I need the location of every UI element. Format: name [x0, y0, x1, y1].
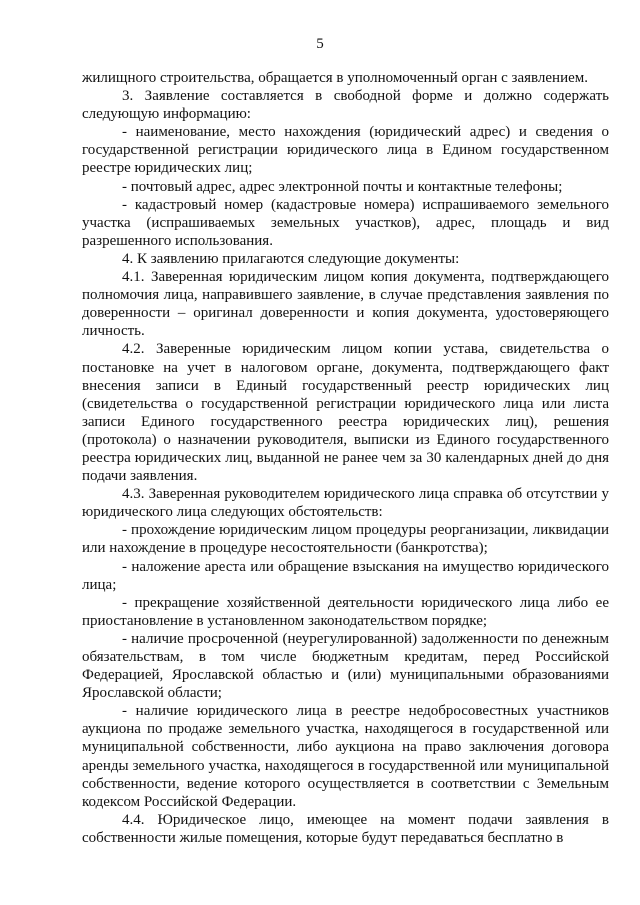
paragraph-item-4-4: 4.4. Юридическое лицо, имеющее на момент подачи заявления в собственности жилые помещения, которые будут передаваться бесплатно в: [82, 811, 609, 846]
paragraph-item-4-3: 4.3. Заверенная руководителем юридического лица справка об отсутствии у юридического лица следующих обстоятельств:: [82, 486, 609, 521]
bullet-unscrupulous-registry: - наличие юридического лица в реестре недобросовестных участников аукциона по продаже земельного участка, находящегося в государственной или муниципальной собственности, либо аукциона на право заключения договора аренды земельного участка, находящегося в государственной или муниципальной собственности, ведение которого осуществляется в соответствии с Земельным кодексом Российской Федерации.: [82, 703, 609, 810]
bullet-termination: - прекращение хозяйственной деятельности юридического лица либо ее приостановление в установленном законодательством порядке;: [82, 594, 609, 629]
paragraph-continuation: жилищного строительства, обращается в уполномоченный орган с заявлением.: [82, 70, 588, 86]
bullet-reorganization: - прохождение юридическим лицом процедуры реорганизации, ликвидации или нахождение в процедуре несостоятельности (банкротства);: [82, 522, 609, 557]
paragraph-item-4-2: 4.2. Заверенные юридическим лицом копии устава, свидетельства о постановке на учет в налоговом органе, документа, подтверждающего факт внесения записи в Единый государственный реестр юридических лиц (свидетельства о государственной регистрации юридического лица или листа записи Единого государственного реестра юридических лиц), решения (протокола) о назначении руководителя, выписки из Единого государственного реестра юридических лиц, выданной не ранее чем за 30 календарных дней до дня подачи заявления.: [82, 341, 609, 485]
paragraph-item-4: 4. К заявлению прилагаются следующие документы:: [122, 250, 460, 267]
bullet-name-location: - наименование, место нахождения (юридический адрес) и сведения о государственной регистрации юридического лица в Едином государственном реестре юридических лиц;: [82, 124, 609, 177]
page-number: 5: [316, 36, 324, 52]
bullet-overdue-debt: - наличие просроченной (неурегулированной) задолженности по денежным обязательствам, в том числе бюджетным кредитам, перед Российской Федерацией, Ярославской областью и (или) муниципальными образованиями Ярославской области;: [82, 630, 609, 702]
document-body: [82, 69, 609, 847]
bullet-cadastral-number: - кадастровый номер (кадастровые номера) испрашиваемого земельного участка (испрашиваемых земельных участков), адрес, площадь и вид разрешенного использования.: [82, 196, 609, 249]
bullet-arrest: - наложение ареста или обращение взыскания на имущество юридического лица;: [82, 558, 609, 593]
bullet-postal-address: - почтовый адрес, адрес электронной почты и контактные телефоны;: [122, 178, 563, 195]
paragraph-item-4-1: 4.1. Заверенная юридическим лицом копия документа, подтверждающего полномочия лица, направившего заявление, в случае представления заявления по доверенности – оригинал доверенности и копия документа, удостоверяющего личность.: [82, 269, 609, 340]
paragraph-item-3: 3. Заявление составляется в свободной форме и должно содержать следующую информацию:: [82, 88, 609, 123]
